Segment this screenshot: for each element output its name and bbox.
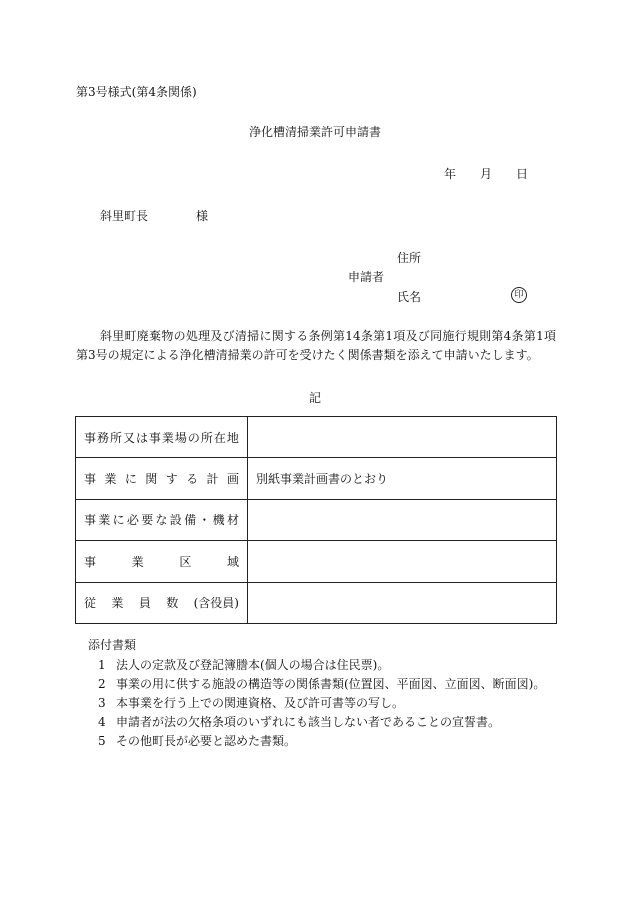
label-char: 員 [138, 596, 151, 611]
item-text: 申請者が法の欠格条項のいずれにも該当しない者であることの宣誓書。 [116, 715, 501, 729]
label-char: の [187, 430, 200, 445]
label-char: 業 [98, 513, 111, 528]
label-char: に [124, 472, 137, 487]
address-label: 住所 [397, 251, 422, 265]
label-char: ・ [198, 513, 211, 528]
label-char: 従 [84, 596, 97, 611]
row-value[interactable] [248, 582, 557, 623]
label-char: 業 [161, 430, 174, 445]
row-value[interactable]: 別紙事業計画書のとおり [248, 458, 557, 499]
row-label-text [84, 470, 239, 487]
row-label-text [84, 553, 239, 570]
row-value[interactable] [248, 499, 557, 540]
row-label-text [84, 511, 239, 528]
label-char: 要 [141, 513, 154, 528]
label-char: す [165, 472, 178, 487]
label-char: 設 [169, 513, 182, 528]
label-char: に [112, 513, 125, 528]
label-char: 域 [226, 554, 239, 569]
item-number: 3 [98, 696, 106, 710]
label-char: 事 [148, 430, 161, 445]
item-number: 2 [98, 677, 106, 691]
label-char: 関 [145, 472, 158, 487]
row-label-text [84, 594, 239, 611]
label-char: 事 [84, 430, 97, 445]
label-char: 所 [109, 430, 122, 445]
date-month-label: 月 [480, 167, 493, 181]
date-day-label: 日 [516, 167, 529, 181]
item-text: 事業の用に供する施設の構造等の関係書類(位置図、平面図、立面図、断面図)。 [116, 677, 546, 691]
label-char: 事 [84, 513, 97, 528]
addressee-name: 斜里町長 [100, 209, 149, 223]
item-number: 4 [98, 715, 106, 729]
row-label [76, 499, 248, 540]
table-row [76, 499, 557, 540]
label-char: 所 [200, 430, 213, 445]
label-char: 必 [126, 513, 139, 528]
row-value[interactable] [248, 541, 557, 582]
seal-mark: 印 [511, 287, 527, 303]
item-number: 1 [98, 658, 106, 672]
table-row [76, 417, 557, 458]
date-year-label: 年 [444, 167, 457, 181]
label-char: 事 [84, 554, 97, 569]
attachments-list [98, 656, 545, 751]
row-label-text [84, 429, 239, 446]
name-label: 氏名 [397, 290, 422, 304]
row-value[interactable] [248, 417, 557, 458]
label-char: 画 [226, 472, 239, 487]
label-char: る [186, 472, 199, 487]
label-char: 事 [84, 472, 97, 487]
application-statement: 斜里町廃棄物の処理及び清掃に関する条例第14条第1項及び同施行規則第4条第1項第3号の規定による浄化槽清掃業の許可を受けたく関係書類を添えて申請いたします。 [76, 329, 556, 362]
label-char: 在 [213, 430, 226, 445]
addressee-honorific: 様 [196, 209, 209, 223]
label-char: 数 [166, 596, 179, 611]
label-char: 業 [104, 472, 117, 487]
label-char: 地 [226, 430, 239, 445]
label-char: 計 [206, 472, 219, 487]
label-char: 区 [179, 554, 192, 569]
list-item [98, 656, 545, 675]
item-number: 5 [98, 734, 106, 748]
table-row [76, 458, 557, 499]
list-item [98, 675, 545, 694]
item-text: その他町長が必要と認めた書類。 [116, 734, 297, 748]
row-label [76, 417, 248, 458]
label-char: 機 [212, 513, 225, 528]
label-char: な [155, 513, 168, 528]
label-char: 又 [122, 430, 135, 445]
list-item [98, 694, 545, 713]
table-row [76, 541, 557, 582]
table-row [76, 582, 557, 623]
label-char: 材 [226, 513, 239, 528]
row-label [76, 582, 248, 623]
row-label [76, 458, 248, 499]
attachments-title: 添付書類 [88, 638, 137, 652]
label-char: は [135, 430, 148, 445]
label-char: 業 [131, 554, 144, 569]
item-text: 本事業を行う上での関連資格、及び許可書等の写し。 [116, 696, 405, 710]
application-table [75, 416, 557, 624]
list-item [98, 732, 545, 751]
label-char: 業 [111, 596, 124, 611]
document-title: 浄化槽清掃業許可申請書 [248, 125, 381, 139]
form-number: 第3号様式(第4条関係) [76, 85, 197, 99]
label-char: (含役員) [193, 596, 239, 611]
ki-heading: 記 [308, 391, 321, 405]
list-item [98, 713, 545, 732]
row-label [76, 541, 248, 582]
label-char: 場 [174, 430, 187, 445]
applicant-label: 申請者 [348, 270, 385, 284]
label-char: 務 [96, 430, 109, 445]
label-char: 備 [184, 513, 197, 528]
item-text: 法人の定款及び登記簿謄本(個人の場合は住民票)。 [116, 658, 390, 672]
